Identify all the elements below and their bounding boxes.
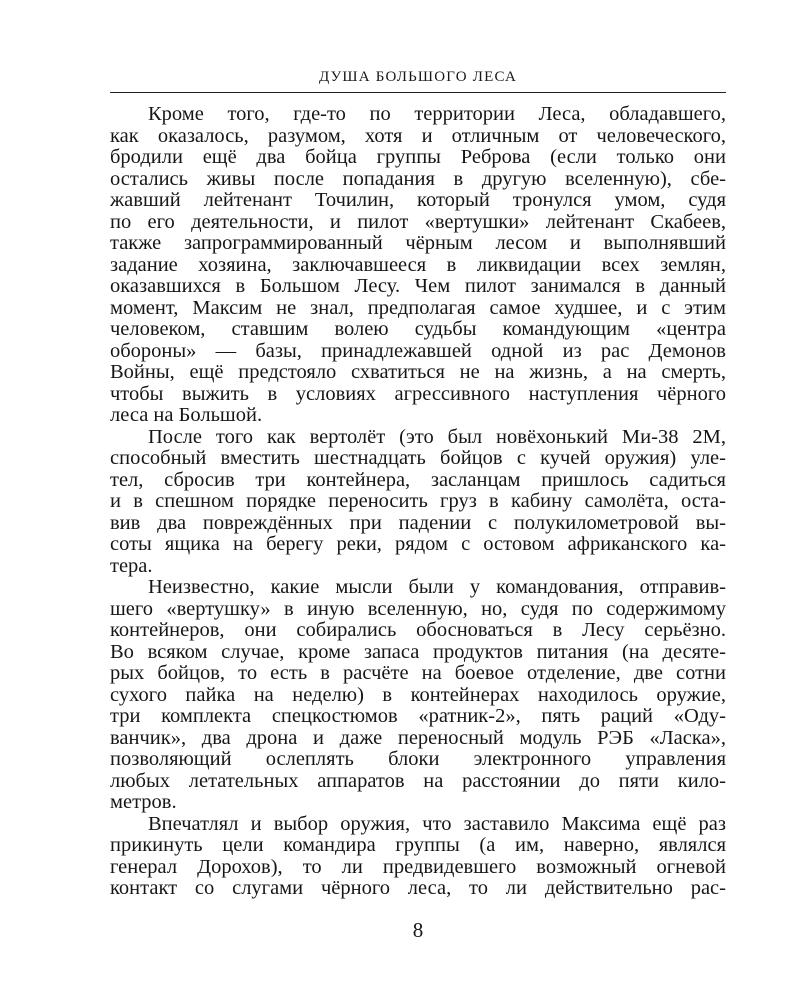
page-number: 8 [412, 918, 424, 942]
text-line: Войны, ещё предстояло схватиться не на жизнь, а на смерть, [110, 362, 726, 383]
text-line: как оказалось, разумом, хотя и отличным от человеческого, [110, 125, 726, 147]
text-line: После того как вертолёт (это был новёхонький Ми-38 2М, [148, 426, 726, 448]
text-line: прикинуть цели командира группы (а им, наверно, являлся [110, 835, 726, 856]
text-line: любых летательных аппаратов на расстоянии до пяти кило- [110, 770, 726, 792]
text-line: и в спешном порядке переносить груз в кабину самолёта, оста- [110, 491, 726, 512]
text-line: шего «вертушку» в иную вселенную, но, судя по содержимому [110, 598, 726, 620]
text-line: метров. [110, 792, 177, 813]
text-line: чтобы выжить в условиях агрессивного наступления чёрного [110, 383, 726, 405]
paragraph-2 [110, 427, 726, 578]
text-line: также запрограммированный чёрным лесом и выполнявший [110, 233, 726, 254]
text-line: Неизвестно, какие мысли были у командования, отправив- [148, 577, 726, 598]
text-line: контакт со слугами чёрного леса, то ли действительно рас- [110, 878, 726, 899]
paragraph-1 [110, 104, 726, 427]
paragraph-3 [110, 577, 726, 814]
paragraph-4 [110, 814, 726, 900]
text-line: способный вместить шестнадцать бойцов с кучей оружия) уле- [110, 448, 726, 469]
text-line: задание хозяина, заключавшееся в ликвидации всех землян, [110, 254, 726, 276]
running-head-title: ДУША БОЛЬШОГО ЛЕСА [318, 69, 517, 85]
text-line: по его деятельности, и пилот «вертушки» лейтенант Скабеев, [110, 211, 726, 233]
text-line: жавший лейтенант Точилин, который тронулся умом, судя [110, 190, 726, 211]
text-line: генерал Дорохов), то ли предвидевшего возможный огневой [110, 856, 726, 878]
header-rule [110, 92, 726, 93]
text-line: леса на Большой. [110, 405, 263, 426]
text-line: тел, сбросив три контейнера, засланцам пришлось садиться [110, 469, 726, 491]
text-line: Впечатлял и выбор оружия, что заставило Максима ещё раз [148, 813, 726, 835]
text-line: оказавшихся в Большом Лесу. Чем пилот занимался в данный [110, 276, 726, 297]
body-text [110, 104, 726, 900]
text-line: ванчик», два дрона и даже переносный модуль РЭБ «Ласка», [110, 727, 726, 749]
text-line: Кроме того, где-то по территории Леса, обладавшего, [148, 104, 726, 125]
text-line: сухого пайка на неделю) в контейнерах находилось оружие, [110, 684, 726, 706]
text-line: Во всяком случае, кроме запаса продуктов питания (на десяте- [110, 641, 726, 663]
text-line: контейнеров, они собирались обосноваться в Лесу серьёзно. [110, 620, 726, 641]
text-line: остались живы после попадания в другую вселенную), сбе- [110, 168, 726, 190]
text-line: тера. [110, 555, 153, 577]
text-line: три комплекта спецкостюмов «ратник-2», пять раций «Оду- [110, 706, 726, 727]
text-line: позволяющий ослеплять блоки электронного управления [110, 749, 726, 770]
text-line: человеком, ставшим волею судьбы командующим «центра [110, 319, 726, 340]
text-line: бродили ещё два бойца группы Реброва (если только они [110, 147, 726, 168]
text-line: рых бойцов, то есть в расчёте на боевое отделение, две сотни [110, 663, 726, 684]
text-line: момент, Максим не знал, предполагая самое худшее, и с этим [110, 297, 726, 319]
text-line: вив два повреждённых при падении с полукилометровой вы- [110, 512, 726, 534]
text-line: соты ящика на берегу реки, рядом с остовом африканского ка- [110, 534, 726, 555]
text-line: обороны» — базы, принадлежавшей одной из рас Демонов [110, 340, 726, 362]
